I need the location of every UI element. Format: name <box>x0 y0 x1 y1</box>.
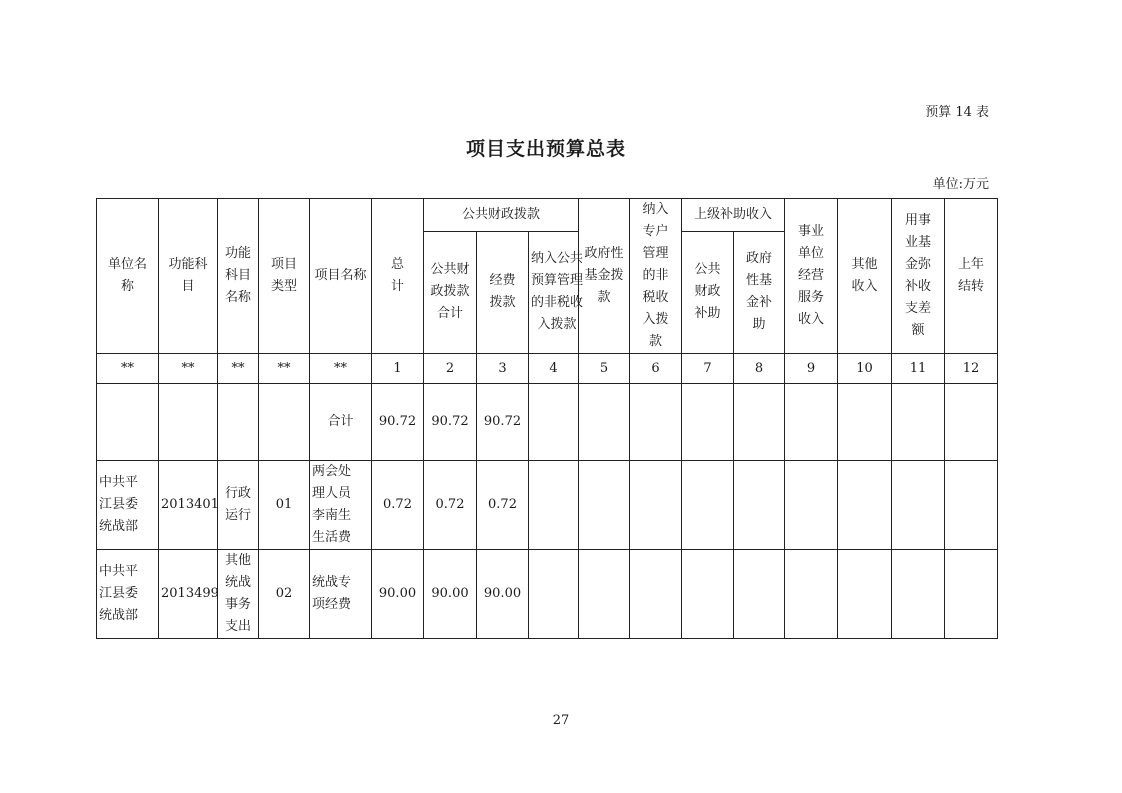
project-type-cell: 02 <box>259 550 310 639</box>
public-sum-cell: 90.00 <box>424 550 477 639</box>
table-cell <box>218 384 259 461</box>
project-type-cell: 01 <box>259 461 310 550</box>
index-row <box>97 354 998 384</box>
table-cell <box>945 461 998 550</box>
func-name-cell: 其他统战事务支出 <box>218 550 259 639</box>
table-cell <box>579 461 630 550</box>
func-code-cell: 2013499 <box>159 550 218 639</box>
table-cell <box>945 550 998 639</box>
index-cell: ** <box>310 354 372 384</box>
total-row <box>97 384 998 461</box>
header-gov-fund: 政府性基金拨款 <box>579 199 630 354</box>
index-cell: 9 <box>785 354 838 384</box>
index-cell: 3 <box>477 354 529 384</box>
header-upper-public: 公共财政补助 <box>682 231 734 353</box>
table-cell <box>945 384 998 461</box>
table-cell <box>838 461 892 550</box>
table-cell <box>630 384 682 461</box>
table-cell <box>892 550 945 639</box>
table-cell <box>785 384 838 461</box>
project-name-cell: 两会处理人员李南生生活费 <box>310 461 372 550</box>
header-project-name: 项目名称 <box>310 199 372 354</box>
table-cell <box>529 461 579 550</box>
table-cell <box>838 384 892 461</box>
header-project-type: 项目类型 <box>259 199 310 354</box>
header-non-tax-budget: 纳入公共预算管理的非税收入拨款 <box>529 231 579 353</box>
page-title: 项目支出预算总表 <box>465 138 626 160</box>
table-cell <box>259 384 310 461</box>
public-sum-cell: 0.72 <box>424 461 477 550</box>
header-func-name: 功能科目名称 <box>218 199 259 354</box>
table-cell <box>734 384 785 461</box>
index-cell: 2 <box>424 354 477 384</box>
header-business-income: 事业单位经营服务收入 <box>785 199 838 354</box>
total-public-sum: 90.72 <box>424 384 477 461</box>
header-unit-name: 单位名称 <box>97 199 159 354</box>
table-cell <box>529 384 579 461</box>
form-code: 预算 14 表 <box>925 105 989 120</box>
project-name-cell: 统战专项经费 <box>310 550 372 639</box>
total-label: 合计 <box>310 384 372 461</box>
index-cell: ** <box>159 354 218 384</box>
index-cell: 10 <box>838 354 892 384</box>
total-cell: 90.00 <box>372 550 424 639</box>
func-name-cell: 行政运行 <box>218 461 259 550</box>
table-cell <box>892 384 945 461</box>
total-expense: 90.72 <box>477 384 529 461</box>
table-cell <box>579 384 630 461</box>
header-func-code: 功能科目 <box>159 199 218 354</box>
header-upper-fund: 政府性基金补助 <box>734 231 785 353</box>
index-cell: ** <box>259 354 310 384</box>
header-carryover: 上年结转 <box>945 199 998 354</box>
unit-label: 单位:万元 <box>932 177 989 192</box>
table-cell <box>785 461 838 550</box>
index-cell: 7 <box>682 354 734 384</box>
budget-table <box>96 198 998 639</box>
table-cell <box>838 550 892 639</box>
table-row <box>97 461 998 550</box>
table-cell <box>579 550 630 639</box>
index-cell: ** <box>218 354 259 384</box>
index-cell: 12 <box>945 354 998 384</box>
header-public-fiscal-sum: 公共财政拨款合计 <box>424 231 477 353</box>
index-cell: 11 <box>892 354 945 384</box>
total-amount: 90.72 <box>372 384 424 461</box>
expense-cell: 0.72 <box>477 461 529 550</box>
unit-name-cell: 中共平江县委统战部 <box>97 550 159 639</box>
table-cell <box>682 384 734 461</box>
func-code-cell: 2013401 <box>159 461 218 550</box>
expense-cell: 90.00 <box>477 550 529 639</box>
table-cell <box>682 461 734 550</box>
header-upper-subsidy: 上级补助收入 <box>682 199 785 232</box>
index-cell: 5 <box>579 354 630 384</box>
table-cell <box>682 550 734 639</box>
table-cell <box>630 550 682 639</box>
unit-name-cell: 中共平江县委统战部 <box>97 461 159 550</box>
table-cell <box>892 461 945 550</box>
table-cell <box>159 384 218 461</box>
page-number: 27 <box>552 713 570 728</box>
header-fund-offset: 用事业基金弥补收支差额 <box>892 199 945 354</box>
total-cell: 0.72 <box>372 461 424 550</box>
table-cell <box>785 550 838 639</box>
table-cell <box>734 461 785 550</box>
header-expense-alloc: 经费拨款 <box>477 231 529 353</box>
index-cell: 6 <box>630 354 682 384</box>
table-row <box>97 550 998 639</box>
index-cell: 1 <box>372 354 424 384</box>
header-other-income: 其他收入 <box>838 199 892 354</box>
header-total: 总计 <box>372 199 424 354</box>
index-cell: 8 <box>734 354 785 384</box>
index-cell: 4 <box>529 354 579 384</box>
table-cell <box>734 550 785 639</box>
header-public-fiscal: 公共财政拨款 <box>424 199 579 232</box>
header-special-account: 纳入专户管理的非税收入拨款 <box>630 199 682 354</box>
table-cell <box>97 384 159 461</box>
table-cell <box>529 550 579 639</box>
table-cell <box>630 461 682 550</box>
index-cell: ** <box>97 354 159 384</box>
